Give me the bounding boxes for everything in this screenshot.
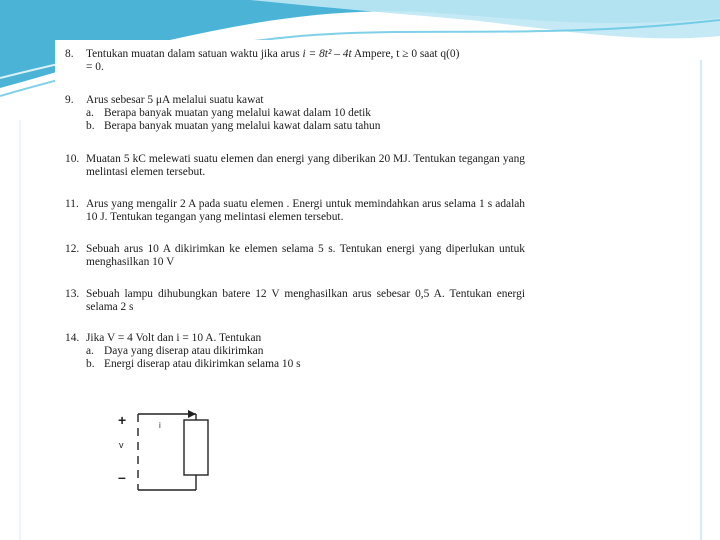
sub-label: a. — [86, 345, 94, 357]
question-text: = 0. — [86, 61, 104, 73]
sub-label: b. — [86, 120, 95, 132]
question-number: 9. — [65, 94, 74, 106]
sub-text: Berapa banyak muatan yang melalui kawat dalam satu tahun — [104, 120, 381, 132]
current-expression: i = 8t² – 4t — [302, 48, 352, 60]
sub-text: Energi diserap atau dikirimkan selama 10 s — [104, 358, 301, 370]
sub-label: b. — [86, 358, 95, 370]
sub-question — [86, 345, 525, 358]
question-number: 11. — [65, 198, 79, 210]
question-number: 10. — [65, 153, 80, 165]
question-text: Sebuah arus 10 A dikirimkan ke elemen selama 5 s. Tentukan energi yang diperlukan untuk menghasilkan 10 V — [86, 243, 525, 268]
question-number: 12. — [65, 243, 80, 255]
question-text: Arus yang mengalir 2 A pada suatu elemen . Energi untuk memindahkan arus selama 1 s adalah 10 J. Tentukan tegangan yang melintasi elemen tersebut. — [86, 198, 525, 223]
voltage-label: v — [119, 440, 124, 450]
sub-question — [86, 107, 525, 120]
question-10 — [65, 153, 525, 179]
question-text: Sebuah lampu dihubungkan batere 12 V menghasilkan arus sebesar 0,5 A. Tentukan energi selama 2 s — [86, 288, 525, 313]
resistor-element — [184, 420, 208, 475]
question-14 — [65, 332, 525, 371]
sub-text: Berapa banyak muatan yang melalui kawat dalam 10 detik — [104, 107, 371, 119]
question-11 — [65, 198, 525, 224]
circuit-diagram — [104, 388, 214, 500]
question-8 — [65, 48, 525, 74]
question-13 — [65, 288, 525, 314]
sub-text: Daya yang diserap atau dikirimkan — [104, 345, 264, 357]
sub-question — [86, 358, 525, 371]
question-text: Arus sebesar 5 μA melalui suatu kawat — [86, 94, 264, 106]
question-12 — [65, 243, 525, 269]
plus-sign: + — [118, 412, 127, 428]
question-number: 14. — [65, 332, 80, 344]
question-text: Jika V = 4 Volt dan i = 10 A. Tentukan — [86, 332, 262, 344]
minus-sign: – — [118, 469, 126, 485]
question-number: 8. — [65, 48, 74, 60]
current-label: i — [159, 421, 161, 430]
question-number: 13. — [65, 288, 80, 300]
question-text: Ampere, t ≥ 0 saat q(0) — [353, 48, 460, 60]
exercise-document — [55, 40, 535, 382]
question-text: Tentukan muatan dalam satuan waktu jika arus — [86, 48, 300, 60]
sub-label: a. — [86, 107, 94, 119]
question-9 — [65, 94, 525, 133]
question-text: Muatan 5 kC melewati suatu elemen dan energi yang diberikan 20 MJ. Tentukan tegangan yang melintasi elemen tersebut. — [86, 153, 525, 178]
sub-question — [86, 120, 525, 133]
